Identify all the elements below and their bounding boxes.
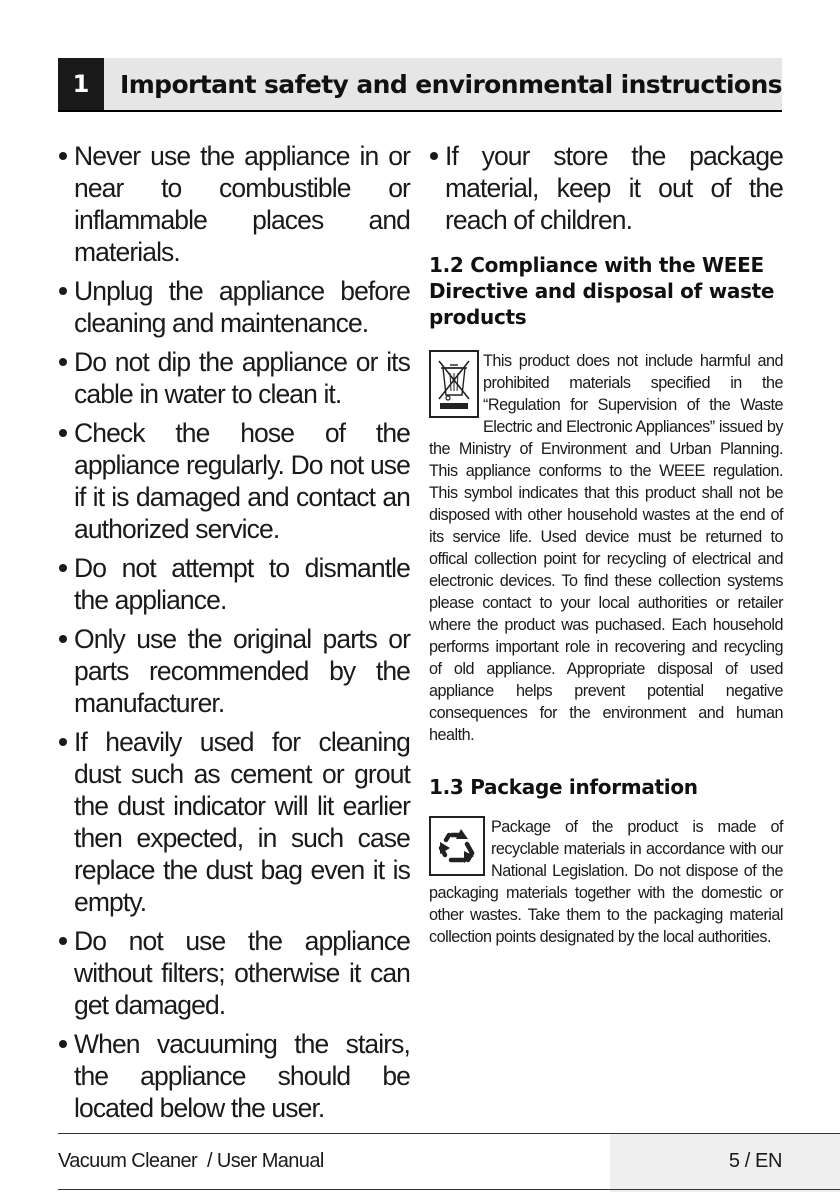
safety-bullet: If heavily used for cleaning dust such as cement or grout the dust indicator will lit earlier then expected, in such case replace the dust bag even it is empty. <box>58 726 410 918</box>
safety-bullet: Only use the original parts or parts recommended by the manufacturer. <box>58 623 410 719</box>
crossed-out-wheelie-bin-icon <box>429 350 479 418</box>
footer-page-band <box>610 1134 840 1192</box>
safety-bullet: Do not use the appliance without filters; otherwise it can get damaged. <box>58 925 410 1021</box>
weee-text: This product does not include harmful and prohibited materials specified in the “Regulation for Supervision of the Waste Electric and Electronic Appliances” issued by the Ministry of Environment and Urban Planning. This appliance conforms to the WEEE regulation. This symbol indicates that this product shall not be disposed with other household wastes at the end of its service life. Used device must be returned to offical collection point for recycling of electrical and electronic devices. To find these collection systems please contact to your local authorities or retailer where the product was puchased. Each household performs important role in recovering and recycling of old appliance. Appropriate disposal of used appliance helps prevent potential negative consequences for the environment and human health. <box>429 352 783 744</box>
footer-manual-title: Vacuum Cleaner / User Manual <box>58 1150 324 1172</box>
package-heading: 1.3 Package information <box>429 775 698 799</box>
recycling-icon <box>429 816 485 876</box>
bottom-divider <box>58 1189 840 1190</box>
chapter-title: Important safety and environmental instructions <box>120 70 782 99</box>
safety-bullet: Check the hose of the appliance regularly. Do not use if it is damaged and contact an authorized service. <box>58 417 410 545</box>
chapter-number: 1 <box>58 58 104 110</box>
package-text: Package of the product is made of recyclable materials in accordance with our National Legislation. Do not dispose of the packaging materials together with the domestic or other wastes. Take them to the packaging material collection points designated by the local authorities. <box>429 818 783 946</box>
safety-bullet: When vacuuming the stairs, the appliance should be located below the user. <box>58 1028 410 1124</box>
right-column <box>429 140 783 948</box>
safety-bullet: Do not attempt to dismantle the appliance. <box>58 552 410 616</box>
weee-heading: 1.2 Compliance with the WEEE Directive and disposal of waste products <box>429 253 775 329</box>
package-section <box>429 816 783 948</box>
chapter-header <box>58 58 782 112</box>
left-column <box>58 140 410 1131</box>
safety-bullet: Never use the appliance in or near to combustible or inflammable places and materials. <box>58 140 410 268</box>
footer-page-number: 5 / EN <box>728 1150 782 1172</box>
safety-bullet: If your store the package material, keep it out of the reach of children. <box>429 140 783 236</box>
safety-bullet: Unplug the appliance before cleaning and maintenance. <box>58 275 410 339</box>
weee-section <box>429 350 783 746</box>
safety-bullet: Do not dip the appliance or its cable in water to clean it. <box>58 346 410 410</box>
